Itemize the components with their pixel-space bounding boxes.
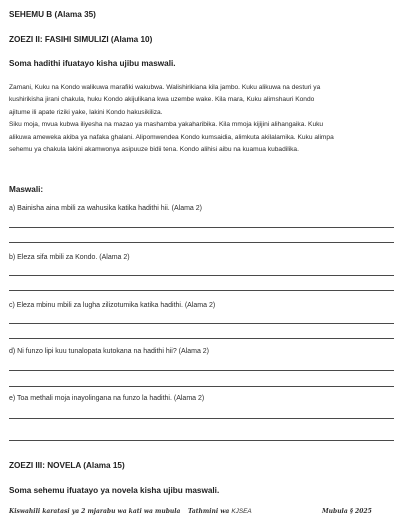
footer-center-exam: KJSEA [231,508,252,515]
footer-left: Kiswahili karatasi ya 2 mjarabu wa kati wa mubula [9,508,181,515]
answer-line[interactable] [9,290,394,291]
exercise-3-title: ZOEZI III: NOVELA (Alama 15) [9,461,125,470]
question-e: e) Toa methali moja inayolingana na funzo la hadithi. (Alama 2) [9,395,205,402]
questions-heading: Maswali: [9,185,44,194]
answer-line[interactable] [9,418,394,419]
answer-line[interactable] [9,275,394,276]
answer-line[interactable] [9,440,394,441]
question-a: a) Bainisha aina mbili za wahusika katika hadithi hii. (Alama 2) [9,205,202,212]
question-d: d) Ni funzo lipi kuu tunalopata kutokana na hadithi hii? (Alama 2) [9,348,210,355]
footer-center [188,508,252,515]
exercise-2-instruction: Soma hadithi ifuatayo kisha ujibu maswali. [9,59,176,68]
answer-line[interactable] [9,227,394,228]
story-paragraph [9,82,393,156]
answer-line[interactable] [9,242,394,243]
question-c: c) Eleza mbinu mbili za lugha zilizotumika katika hadithi. (Alama 2) [9,302,216,309]
answer-line[interactable] [9,370,394,371]
story-line: sehemu ya chakula lakini akamwonya asipuuze bidii tena. Kondo alihisi aibu na kuamua kubadilika. [9,146,299,154]
story-line: ajitume ili apate riziki yake, lakini Kondo hakusikiliza. [9,108,163,116]
story-line: Zamani, Kuku na Kondo walikuwa marafiki wakubwa. Walishirikiana kila jambo. Kuku alikuwa na desturi ya [9,84,321,91]
question-b: b) Eleza sifa mbili za Kondo. (Alama 2) [9,254,130,261]
story-line: kushirikisha jirani chakula, huku Kondo akijulikana kwa uzembe wake. Kila mara, Kuku alimshauri Kondo [9,96,315,104]
footer-center-prefix: Tathmini wa [188,508,230,515]
exercise-3-instruction: Soma sehemu ifuatayo ya novela kisha ujibu maswali. [9,486,220,495]
story-line: alikuwa ameweka akiba ya nafaka ghalani. Alipomwendea Kondo kumsaidia, alimkuta akilalamika. Kuku alimpa [9,133,334,141]
exercise-2-title: ZOEZI II: FASIHI SIMULIZI (Alama 10) [9,35,153,44]
answer-line[interactable] [9,386,394,387]
answer-line[interactable] [9,338,394,339]
answer-line[interactable] [9,323,394,324]
story-line: Siku moja, mvua kubwa iliyesha na mazao ya mashamba yakaharibika. Kila mmoja kijijini alihangaika. Kuku [9,121,324,129]
footer-right: Mubula § 2025 [322,508,372,515]
section-b-title: SEHEMU B (Alama 35) [9,10,96,19]
